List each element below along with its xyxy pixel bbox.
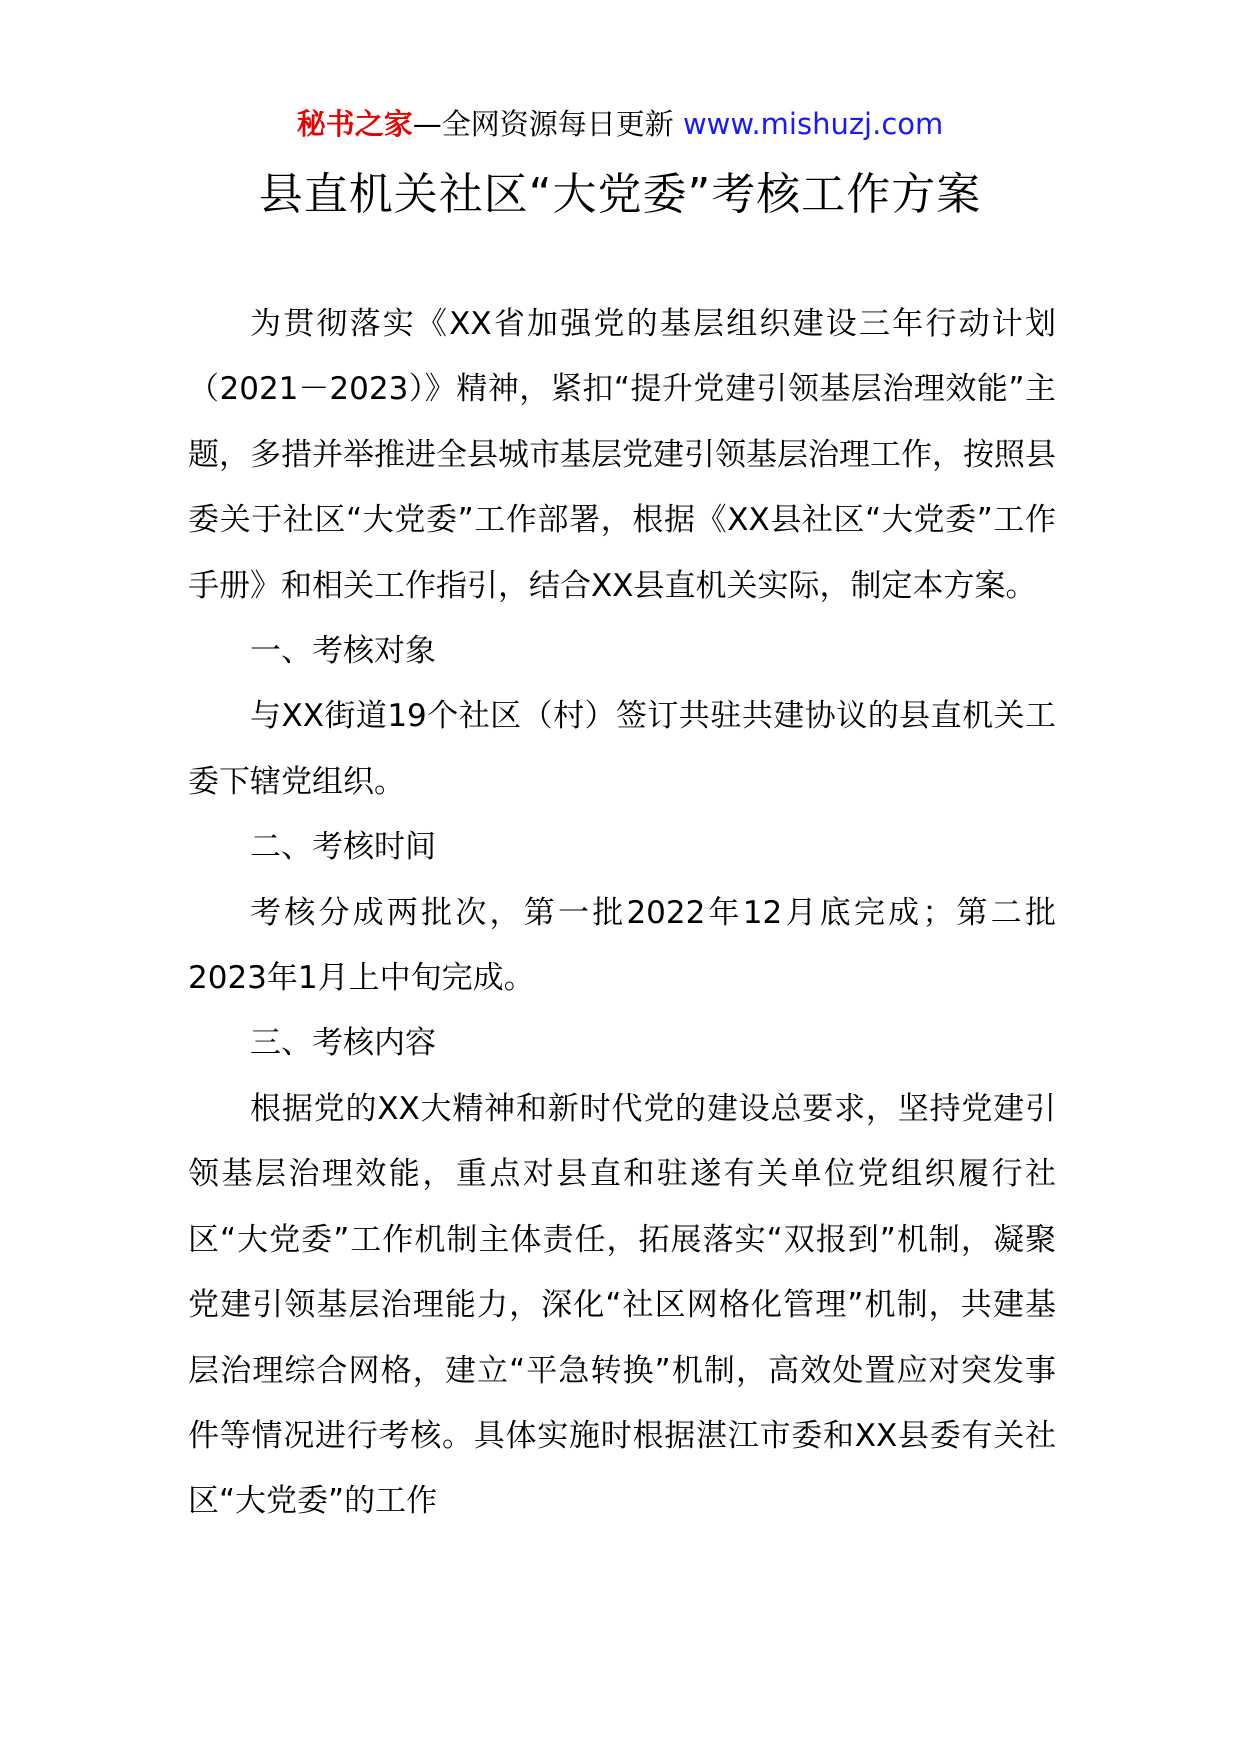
section-2-paragraph: 考核分成两批次，第一批2022年12月底完成；第二批2023年1月上中旬完成。 — [188, 894, 1056, 997]
intro-paragraph: 为贯彻落实《XX省加强党的基层组织建设三年行动计划（2021－2023）》精神，紧扣“提升党建引领基层治理效能”主题，多措并举推进全县城市基层党建引领基层治理工作，按照县委关于社区“大党委”工作部署，根据《XX县社区“大党委”工作手册》和相关工作指引，结合XX县直机关实际，制定本方案。 — [188, 306, 1056, 604]
brand-name: 秘书之家 — [296, 107, 413, 141]
header-banner — [0, 104, 1240, 144]
document-title: 县直机关社区“大党委”考核工作方案 — [258, 169, 982, 220]
banner-slogan: —全网资源每日更新 — [412, 107, 683, 141]
section-1-paragraph: 与XX街道19个社区（村）签订共驻共建协议的县直机关工委下辖党组织。 — [188, 698, 1056, 800]
section-3-paragraph: 根据党的XX大精神和新时代党的建设总要求，坚持党建引领基层治理效能，重点对县直和驻遂有关单位党组织履行社区“大党委”工作机制主体责任，拓展落实“双报到”机制，凝聚党建引领基层治理能力，深化“社区网格化管理”机制，共建基层治理综合网格，建立“平急转换”机制，高效处置应对突发事件等情况进行考核。具体实施时根据湛江市委和XX县委有关社区“大党委”的工作 — [188, 1090, 1056, 1520]
section-heading-2: 二、考核时间 — [250, 829, 436, 866]
website-link[interactable]: www.mishuzj.com — [682, 107, 944, 141]
section-heading-1: 一、考核对象 — [250, 633, 436, 670]
document-body — [188, 292, 1056, 1535]
section-heading-3: 三、考核内容 — [250, 1025, 436, 1062]
